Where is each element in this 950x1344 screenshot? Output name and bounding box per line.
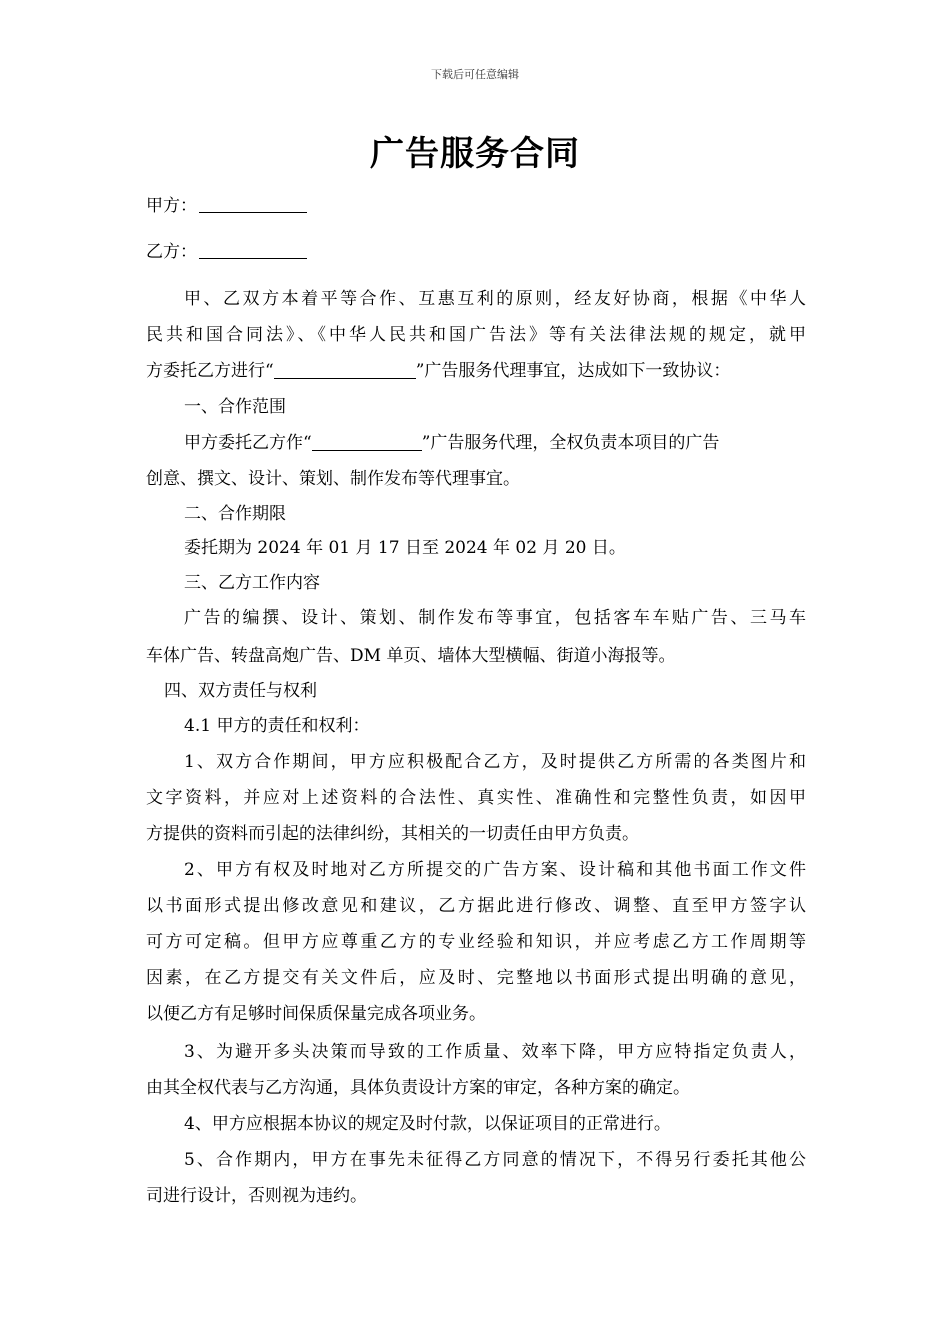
section-3-line-1: 广告的编撰、设计、策划、制作发布等事宜，包括客车车贴广告、三马车: [184, 608, 806, 628]
section-2-text: 委托期为 2024 年 01 月 17 日至 2024 年 02 月 20 日。: [184, 538, 626, 558]
party-a-label: 甲方：: [146, 196, 197, 216]
party-a-blank: [199, 194, 307, 213]
intro-text-a: 方委托乙方进行“: [146, 361, 274, 381]
clause-2-line-4: 因素，在乙方提交有关文件后，应及时、完整地以书面形式提出明确的意见，: [146, 968, 806, 988]
section-1-line-1: [184, 431, 806, 455]
party-b-label: 乙方：: [146, 242, 197, 262]
intro-text-b: ”广告服务代理事宜，达成如下一致协议：: [415, 361, 731, 381]
clause-1-line-1: 1、双方合作期间，甲方应积极配合乙方，及时提供乙方所需的各类图片和: [184, 752, 806, 772]
section-2-heading: 二、合作期限: [184, 504, 286, 524]
section-3-line-2: 车体广告、转盘高炮广告、DM 单页、墙体大型横幅、街道小海报等。: [146, 646, 676, 666]
section-4-subheading: 4.1 甲方的责任和权利：: [184, 716, 370, 736]
clause-3-line-1: 3、为避开多头决策而导致的工作质量、效率下降，甲方应特指定负责人，: [184, 1042, 806, 1062]
clause-2-line-5: 以便乙方有足够时间保质保量完成各项业务。: [146, 1004, 486, 1024]
clause-3-line-2: 由其全权代表与乙方沟通，具体负责设计方案的审定，各种方案的确定。: [146, 1078, 690, 1098]
section-4-heading: 四、双方责任与权利: [164, 681, 317, 701]
intro-line-3: [146, 359, 806, 383]
s1-text-a: 甲方委托乙方作“: [184, 433, 312, 453]
clause-1-line-2: 文字资料，并应对上述资料的合法性、真实性、准确性和完整性负责，如因甲: [146, 788, 806, 808]
party-b-line: [146, 240, 806, 264]
project-name-blank: [274, 360, 416, 379]
clause-2-line-1: 2、甲方有权及时地对乙方所提交的广告方案、设计稿和其他书面工作文件: [184, 860, 806, 880]
s1-text-b: ”广告服务代理，全权负责本项目的广告: [421, 433, 720, 453]
header-note: 下载后可任意编辑: [431, 68, 519, 81]
clause-2-line-2: 以书面形式提出修改意见和建议，乙方据此进行修改、调整、直至甲方签字认: [146, 896, 806, 916]
clause-1-line-3: 方提供的资料而引起的法律纠纷，其相关的一切责任由甲方负责。: [146, 824, 639, 844]
party-a-line: [146, 194, 806, 218]
clause-4-line-1: 4、甲方应根据本协议的规定及时付款，以保证项目的正常进行。: [184, 1114, 671, 1134]
party-b-blank: [199, 240, 307, 259]
section-3-heading: 三、乙方工作内容: [184, 573, 320, 593]
intro-line-1: 甲、乙双方本着平等合作、互惠互利的原则，经友好协商，根据《中华人: [184, 289, 806, 309]
clause-2-line-3: 可方可定稿。但甲方应尊重乙方的专业经验和知识，并应考虑乙方工作周期等: [146, 932, 806, 952]
clause-5-line-1: 5、合作期内，甲方在事先未征得乙方同意的情况下，不得另行委托其他公: [184, 1150, 806, 1170]
intro-line-2: 民共和国合同法》、《中华人民共和国广告法》等有关法律法规的规定，就甲: [146, 325, 806, 345]
clause-5-line-2: 司进行设计，否则视为违约。: [146, 1186, 367, 1206]
section-1-heading: 一、合作范围: [184, 397, 286, 417]
service-name-blank: [312, 432, 422, 451]
section-1-line-2: 创意、撰文、设计、策划、制作发布等代理事宜。: [146, 469, 520, 489]
contract-title: 广告服务合同: [370, 134, 580, 174]
